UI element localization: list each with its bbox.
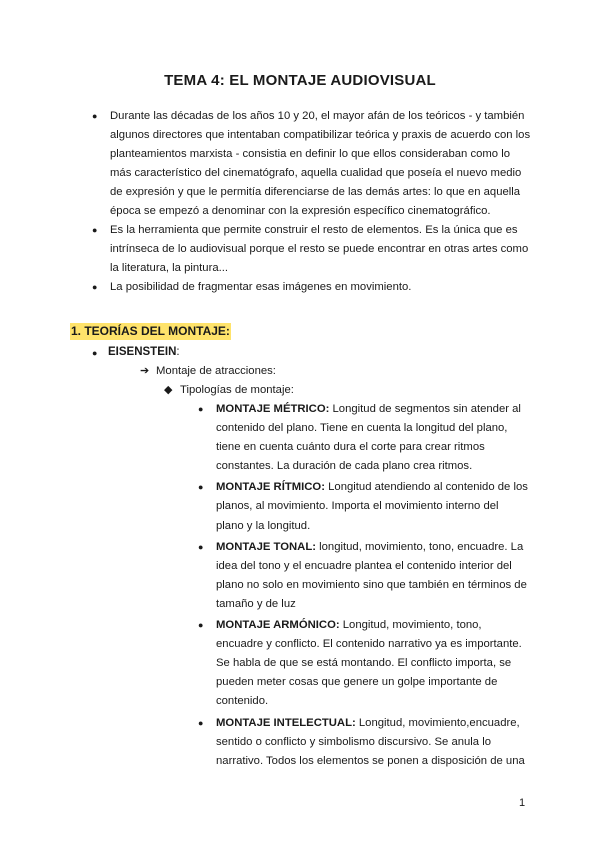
montage-description: longitud, movimiento, tono, encuadre. La idea del tono y el encuadre plantea el contenido interior del plano no solo en movimiento sino que también en términos de tamaño y de luz — [216, 540, 527, 610]
bullet-icon: ● — [92, 282, 98, 292]
intro-item-1 — [92, 107, 532, 221]
montage-type-intelectual — [198, 714, 528, 771]
page-title: TEMA 4: EL MONTAJE AUDIOVISUAL — [164, 72, 436, 89]
bullet-icon: ● — [198, 482, 204, 493]
montage-description: Longitud, movimiento,encuadre, sentido o conflicto y simbolismo discursivo. Se anula lo narrativo. Todos los elementos se ponen a disposición de una — [216, 716, 525, 767]
montage-term: MONTAJE MÉTRICO: — [216, 403, 330, 415]
montage-type-ritmico — [198, 478, 528, 535]
author-item — [92, 344, 180, 361]
montage-term: MONTAJE TONAL: — [216, 540, 316, 553]
bullet-icon: ● — [198, 404, 204, 414]
bullet-icon: ● — [198, 717, 204, 728]
bullet-icon: ● — [198, 541, 204, 552]
bullet-icon: ● — [92, 225, 98, 235]
author-colon: : — [176, 346, 180, 358]
montage-description: Longitud de segmentos sin atender al contenido del plano. Tiene en cuenta la longitud del plano, tiene en cuenta cuánto dura el corte para crear ritmos constantes. La duración de cada plano crea ritmos. — [216, 403, 521, 473]
author-name: EISENSTEIN — [108, 346, 177, 358]
intro-item-2 — [92, 221, 532, 278]
intro-item-text: La posibilidad de fragmentar esas imágenes en movimiento. — [110, 281, 412, 293]
intro-item-3 — [92, 278, 532, 297]
subheading-text: Montaje de atracciones: — [156, 365, 276, 377]
montage-type-tonal — [198, 538, 528, 614]
montage-description: Longitud atendiendo al contenido de los planos, al movimiento. Importa el movimiento interno del plano y la longitud. — [216, 481, 528, 532]
intro-item-text: Es la herramienta que permite construir el resto de elementos. Es la única que es intrínseca de lo audiovisual porque el resto se puede encontrar en otras artes como la literatura, la pintura... — [110, 224, 529, 274]
bullet-icon: ● — [198, 620, 204, 631]
subsubheading-item — [164, 382, 294, 399]
arrow-icon: ➔ — [140, 365, 150, 377]
section-heading: 1. TEORÍAS DEL MONTAJE: — [71, 324, 230, 338]
subheading-item — [140, 363, 276, 380]
intro-item-text: Durante las décadas de los años 10 y 20, el mayor afán de los teóricos - y también algunos directores que intentaban compatibilizar teórica y praxis de acuerdo con los planteamientos marxista - consistia en definir lo que ellos consideraban como lo más característico del cinematógrafo, aquella cualidad que poseía el nuevo medio de expresión y que le permitía diferenciarse de las demás artes: lo que en aquella época se empezó a denominar con la expresión específico cinematográfico. — [110, 110, 531, 217]
bullet-icon: ● — [92, 348, 98, 358]
diamond-icon: ◆ — [164, 384, 173, 396]
montage-type-armonico — [198, 616, 528, 711]
intro-list — [92, 107, 532, 297]
subsubheading-text: Tipologías de montaje: — [180, 384, 294, 396]
montage-description: Longitud, movimiento, tono, encuadre y conflicto. El contenido narrativo ya es importante. Se habla de que se está montando. El conflicto importa, se pueden meter cosas que genere un golpe importante de contenido. — [216, 619, 522, 708]
bullet-icon: ● — [92, 111, 98, 121]
page-number: 1 — [519, 797, 526, 809]
montage-term: MONTAJE ARMÓNICO: — [216, 619, 340, 632]
montage-type-metrico — [198, 400, 528, 476]
montage-term: MONTAJE INTELECTUAL: — [216, 716, 356, 729]
montage-types-list — [198, 400, 528, 773]
montage-term: MONTAJE RÍTMICO: — [216, 481, 325, 494]
